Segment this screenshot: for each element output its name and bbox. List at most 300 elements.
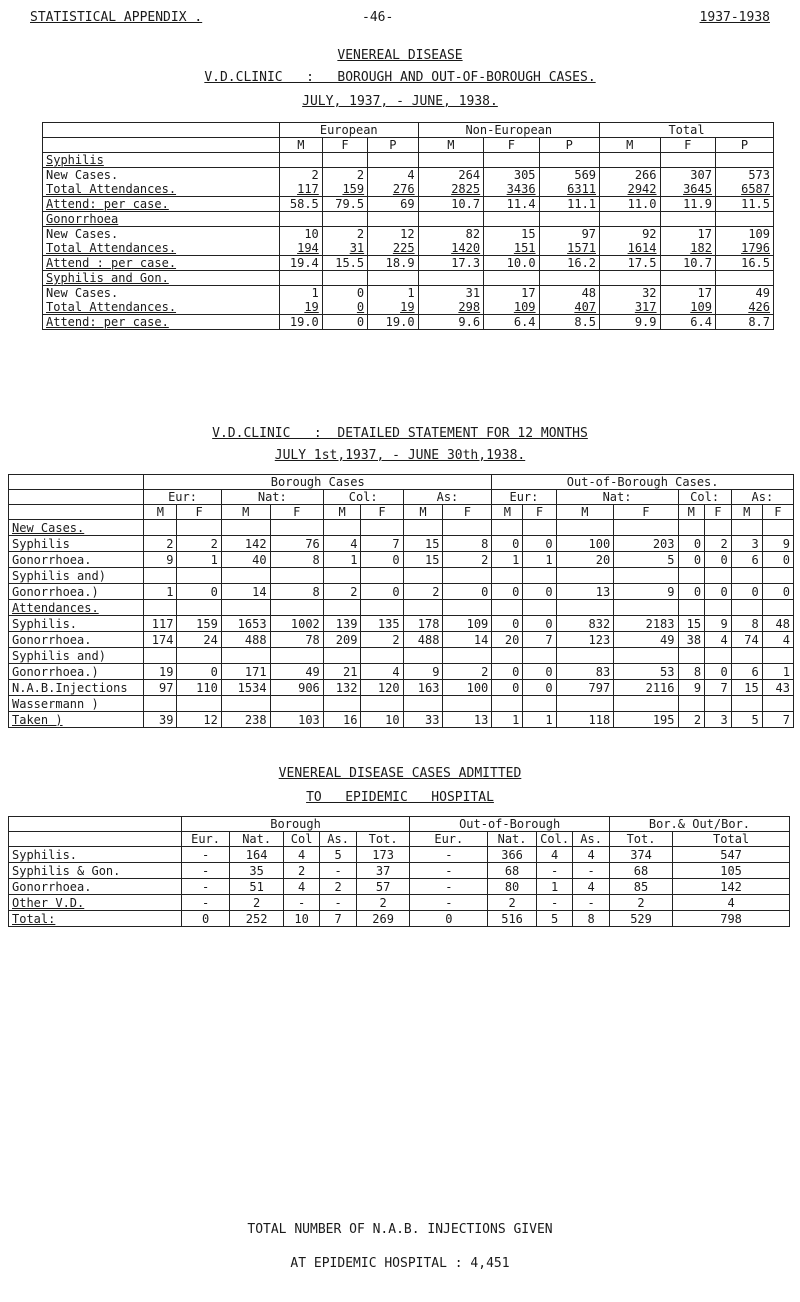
t2-row-label: Gonorrhoea.)	[9, 664, 144, 680]
epidemic-hospital-table	[8, 816, 790, 927]
header-left: STATISTICAL APPENDIX .	[30, 10, 203, 25]
t1-value: 12	[400, 227, 415, 241]
t2-cell: 1	[323, 552, 361, 568]
t2-cell: 1653	[221, 616, 270, 632]
t1-cell	[368, 168, 418, 197]
t1-cell	[715, 197, 773, 212]
t1-value: 11.1	[567, 197, 597, 211]
t2-cell	[144, 648, 177, 664]
t2-cell: 2	[177, 536, 221, 552]
t1-cell	[418, 256, 484, 271]
t1-row	[43, 153, 774, 168]
t2-cell: 142	[221, 536, 270, 552]
t1-value: 1614	[627, 241, 657, 255]
t3-cell: 51	[230, 879, 284, 895]
t3-sub-header: Total	[673, 832, 790, 847]
t2-cell: 33	[403, 712, 443, 728]
t1-cell	[539, 197, 599, 212]
t1-cell	[484, 315, 539, 330]
t2-cell: 5	[731, 712, 762, 728]
t1-value: 17	[521, 286, 536, 300]
t2-cell: 21	[323, 664, 361, 680]
borough-cases-table	[42, 122, 774, 330]
t1-value: 58.5	[289, 197, 319, 211]
t1-cell	[418, 197, 484, 212]
footer-line2: AT EPIDEMIC HOSPITAL : 4,451	[290, 1256, 510, 1271]
t2-m-header: M	[731, 505, 762, 520]
t1-row-label	[43, 227, 280, 256]
t1-value: 48	[581, 286, 597, 300]
t1-cell	[279, 256, 322, 271]
t2-cell: 0	[762, 552, 793, 568]
t2-row-label: N.A.B.Injections	[9, 680, 144, 696]
t3-cell: -	[181, 879, 230, 895]
t1-value: 18.9	[385, 256, 415, 270]
t2-cell	[731, 600, 762, 616]
t3-cell: 4	[283, 879, 319, 895]
t2-cell	[144, 696, 177, 712]
t2-cell	[705, 648, 732, 664]
t1-value: 0	[356, 300, 365, 314]
t2-cell: 120	[361, 680, 403, 696]
t2-row	[9, 584, 794, 600]
t1-cell	[322, 256, 367, 271]
t2-cell	[762, 696, 793, 712]
t3-cell: -	[181, 863, 230, 879]
t3-group-header: Out-of-Borough	[410, 817, 610, 832]
t2-cell: 15	[403, 552, 443, 568]
t2-cell	[556, 568, 614, 584]
t2-cell: 14	[221, 584, 270, 600]
t3-cell: 4	[673, 895, 790, 911]
t2-cell: 3	[731, 536, 762, 552]
t2-cell: 7	[762, 712, 793, 728]
t2-cell: 48	[762, 616, 793, 632]
t3-cell: -	[181, 895, 230, 911]
t2-cell	[270, 568, 323, 584]
t3-sub-header: Tot.	[609, 832, 672, 847]
t2-cell	[177, 600, 221, 616]
t2-cell: 2183	[614, 616, 678, 632]
t1-sub-header: F	[660, 138, 715, 153]
t2-cell: 8	[731, 616, 762, 632]
t1-value: 6311	[567, 182, 597, 196]
t2-cell: 15	[731, 680, 762, 696]
t2-cell: 7	[361, 536, 403, 552]
t3-title2: TO EPIDEMIC HOSPITAL	[306, 790, 494, 805]
t1-cell	[715, 168, 773, 197]
t1-value	[371, 153, 414, 167]
t1-value: 49	[755, 286, 770, 300]
t1-value: 2	[311, 168, 319, 182]
t2-cell: 0	[523, 536, 556, 552]
t1-value	[371, 212, 414, 226]
t1-value: 264	[458, 168, 481, 182]
t1-value: 109	[690, 300, 712, 314]
t1-sub-header: P	[368, 138, 418, 153]
t2-cell	[443, 568, 492, 584]
t1-value: 1420	[451, 241, 481, 255]
t2-cell: 9	[678, 680, 705, 696]
t2-cell: 906	[270, 680, 323, 696]
footer-line1: TOTAL NUMBER OF N.A.B. INJECTIONS GIVEN	[247, 1222, 553, 1237]
t2-cell: 0	[177, 664, 221, 680]
t2-sub-header: Eur:	[144, 490, 222, 505]
t1-label-line: New Cases.	[46, 286, 119, 300]
t2-cell: 163	[403, 680, 443, 696]
t1-value: 10	[304, 227, 319, 241]
t2-cell: 0	[492, 584, 523, 600]
t1-value: 305	[513, 168, 536, 182]
t1-sub-header: P	[539, 138, 599, 153]
t2-cell	[323, 648, 361, 664]
t2-cell	[731, 648, 762, 664]
t2-cell: 0	[523, 664, 556, 680]
t1-value: 6.4	[513, 315, 536, 329]
t2-cell	[443, 600, 492, 616]
t1-cell	[484, 197, 539, 212]
t3-cell: -	[536, 863, 572, 879]
t2-cell: 13	[443, 712, 492, 728]
t2-m-header: M	[678, 505, 705, 520]
t3-cell: -	[181, 847, 230, 863]
t2-cell: 4	[323, 536, 361, 552]
t3-cell: 4	[283, 847, 319, 863]
t1-cell	[660, 286, 715, 315]
t2-sub-header: As:	[731, 490, 793, 505]
t2-cell: 1534	[221, 680, 270, 696]
t2-cell	[705, 568, 732, 584]
t2-cell: 7	[705, 680, 732, 696]
t1-row-label	[43, 168, 280, 197]
t2-cell: 20	[492, 632, 523, 648]
t2-cell	[614, 568, 678, 584]
t2-row-label: Gonorrhoea.)	[9, 584, 144, 600]
t2-row	[9, 600, 794, 616]
t1-cell	[279, 212, 322, 227]
header-year: 1937-1938	[699, 10, 770, 25]
t1-value: 9.6	[458, 315, 481, 329]
t2-m-header: M	[556, 505, 614, 520]
t1-cell	[418, 212, 484, 227]
t2-m-header: M	[492, 505, 523, 520]
t1-row-label	[43, 271, 280, 286]
t1-value: 31	[465, 286, 481, 300]
t3-row-label: Syphilis.	[9, 847, 182, 863]
t3-row	[9, 911, 790, 927]
t1-value: 9.9	[634, 315, 657, 329]
t1-cell	[322, 153, 367, 168]
t3-sub-header: Eur.	[410, 832, 488, 847]
t1-cell	[715, 286, 773, 315]
t1-cell	[279, 271, 322, 286]
t1-cell	[660, 168, 715, 197]
t3-cell: -	[320, 895, 356, 911]
t2-row	[9, 552, 794, 568]
t2-sub-header: Col:	[678, 490, 731, 505]
t1-value: 15	[521, 227, 536, 241]
t3-sub-header: Col.	[536, 832, 572, 847]
page-number: -46-	[362, 10, 394, 25]
t1-cell	[484, 168, 539, 197]
t1-cell	[368, 286, 418, 315]
t1-value: 298	[458, 300, 481, 314]
t2-cell: 74	[731, 632, 762, 648]
t2-cell: 195	[614, 712, 678, 728]
t1-cell	[418, 315, 484, 330]
t1-value: 1571	[567, 241, 597, 255]
t2-cell: 6	[731, 664, 762, 680]
t1-corner	[43, 123, 280, 138]
t2-f-header: F	[270, 505, 323, 520]
t1-value	[487, 153, 535, 167]
t2-f-header: F	[523, 505, 556, 520]
t1-cell	[484, 212, 539, 227]
t2-m-header: M	[144, 505, 177, 520]
t2-row	[9, 680, 794, 696]
t2-cell: 0	[523, 616, 556, 632]
t1-cell	[715, 153, 773, 168]
t1-value: 2825	[451, 182, 481, 196]
t1-cell	[484, 227, 539, 256]
t3-cell: 374	[609, 847, 672, 863]
t2-cell: 174	[144, 632, 177, 648]
t2-cell: 0	[705, 584, 732, 600]
t2-cell: 10	[361, 712, 403, 728]
t1-value: 79.5	[335, 197, 365, 211]
t1-value	[664, 271, 712, 285]
t3-title1: VENEREAL DISEASE CASES ADMITTED	[278, 766, 522, 781]
t2-row	[9, 648, 794, 664]
t2-cell: 4	[762, 632, 793, 648]
t2-cell: 3	[705, 712, 732, 728]
t1-label-line: New Cases.	[46, 227, 119, 241]
t1-row	[43, 227, 774, 256]
t2-cell	[523, 648, 556, 664]
t2-row	[9, 616, 794, 632]
t2-cell: 8	[270, 552, 323, 568]
t2-cell	[614, 520, 678, 536]
t2-cell	[523, 520, 556, 536]
t1-cell	[279, 197, 322, 212]
t2-cell	[361, 568, 403, 584]
t1-value	[326, 271, 364, 285]
t1-group-header: European	[279, 123, 418, 138]
t2-cell: 0	[705, 552, 732, 568]
t3-cell: 366	[488, 847, 537, 863]
t1-value: 0	[356, 286, 365, 300]
t3-cell: -	[573, 863, 610, 879]
t2-cell	[614, 696, 678, 712]
t1-cell	[322, 315, 367, 330]
t3-cell: 35	[230, 863, 284, 879]
t1-cell	[715, 256, 773, 271]
t2-sub-header: Eur:	[492, 490, 556, 505]
t1-value	[664, 153, 712, 167]
t1-row	[43, 168, 774, 197]
t1-cell	[418, 286, 484, 315]
t1-value: 10.7	[451, 197, 481, 211]
t3-cell: 7	[320, 911, 356, 927]
t2-cell	[361, 696, 403, 712]
t2-cell	[523, 568, 556, 584]
t2-cell: 2	[361, 632, 403, 648]
t2-m-header: M	[221, 505, 270, 520]
t1-cell	[660, 227, 715, 256]
t1-value	[603, 212, 656, 226]
t1-row	[43, 286, 774, 315]
t1-value	[283, 271, 319, 285]
t2-cell	[614, 600, 678, 616]
t2-cell	[731, 568, 762, 584]
t1-value: 17	[697, 227, 712, 241]
t2-cell: 15	[403, 536, 443, 552]
t1-cell	[600, 315, 660, 330]
t2-row	[9, 664, 794, 680]
t1-value: 11.5	[741, 197, 770, 211]
t3-cell: 516	[488, 911, 537, 927]
t3-cell: 164	[230, 847, 284, 863]
t3-cell: -	[410, 863, 488, 879]
t1-cell	[418, 227, 484, 256]
t1-cell	[660, 212, 715, 227]
t1-cell	[715, 227, 773, 256]
t1-cell	[600, 227, 660, 256]
t1-value: 2942	[627, 182, 657, 196]
t2-cell: 171	[221, 664, 270, 680]
t3-cell: 105	[673, 863, 790, 879]
t1-cell	[368, 212, 418, 227]
t1-row-label	[43, 315, 280, 330]
t1-cell	[715, 212, 773, 227]
t1-value	[719, 271, 770, 285]
t2-cell	[270, 648, 323, 664]
t2-cell: 0	[177, 584, 221, 600]
t2-cell: 2	[443, 552, 492, 568]
t1-value: 19.4	[289, 256, 319, 270]
t2-f-header: F	[762, 505, 793, 520]
t3-corner	[9, 817, 182, 832]
t2-cell: 1	[762, 664, 793, 680]
t1-row-label	[43, 153, 280, 168]
t2-row-label: Syphilis and)	[9, 568, 144, 584]
t2-cell	[523, 600, 556, 616]
t2-cell: 43	[762, 680, 793, 696]
t3-sub-header: Col	[283, 832, 319, 847]
t1-value: 159	[342, 182, 365, 196]
t1-value	[283, 212, 319, 226]
t2-cell: 103	[270, 712, 323, 728]
t1-cell	[660, 153, 715, 168]
t3-cell: 4	[573, 847, 610, 863]
t2-cell: 49	[270, 664, 323, 680]
t3-cell: 0	[181, 911, 230, 927]
t2-sub-header: Nat:	[221, 490, 323, 505]
t1-value: 10.0	[506, 256, 536, 270]
t1-cell	[279, 168, 322, 197]
t3-sub-header: Nat.	[230, 832, 284, 847]
t2-cell	[762, 648, 793, 664]
t1-value: 109	[513, 300, 536, 314]
t1-sub-header: M	[418, 138, 484, 153]
t1-cell	[539, 271, 599, 286]
t2-cell	[403, 520, 443, 536]
t2-cell: 8	[678, 664, 705, 680]
t1-value: 109	[748, 227, 770, 241]
t3-cell: -	[410, 847, 488, 863]
t1-value: 3645	[683, 182, 712, 196]
t2-row	[9, 712, 794, 728]
t3-cell: 37	[356, 863, 410, 879]
t1-label-line: Gonorrhoea	[46, 212, 119, 226]
t3-cell: 269	[356, 911, 410, 927]
t3-row	[9, 895, 790, 911]
t2-row-label: Wassermann )	[9, 696, 144, 712]
t3-cell: 2	[230, 895, 284, 911]
t3-group-header: Bor.& Out/Bor.	[609, 817, 789, 832]
t1-cell	[484, 271, 539, 286]
t3-corner-sub	[9, 832, 182, 847]
t2-cell: 0	[523, 584, 556, 600]
t2-cell: 7	[523, 632, 556, 648]
t2-cell	[731, 696, 762, 712]
t2-cell	[556, 600, 614, 616]
t2-cell	[678, 568, 705, 584]
t2-cell: 109	[443, 616, 492, 632]
t1-value: 19.0	[385, 315, 415, 329]
t3-cell: -	[320, 863, 356, 879]
t1-cell	[539, 227, 599, 256]
t2-cell	[492, 520, 523, 536]
t1-cell	[418, 153, 484, 168]
t2-cell	[144, 568, 177, 584]
t3-cell: 1	[536, 879, 572, 895]
t2-cell: 9	[705, 616, 732, 632]
t1-value: 2	[356, 168, 365, 182]
t3-cell: 5	[320, 847, 356, 863]
t2-cell: 0	[443, 584, 492, 600]
t2-m-header: M	[323, 505, 361, 520]
t1-cell	[539, 168, 599, 197]
t2-cell	[177, 696, 221, 712]
t3-cell: 68	[488, 863, 537, 879]
t2-cell: 0	[678, 552, 705, 568]
t2-cell	[403, 600, 443, 616]
t1-value	[422, 271, 481, 285]
t2-cell: 0	[492, 536, 523, 552]
t2-sub-header: Nat:	[556, 490, 678, 505]
t2-cell: 0	[678, 536, 705, 552]
t1-value: 8.7	[748, 315, 770, 329]
t2-cell	[323, 568, 361, 584]
t3-row	[9, 879, 790, 895]
t2-cell	[361, 648, 403, 664]
t2-cell	[705, 696, 732, 712]
t1-cell	[418, 168, 484, 197]
t2-corner-mf	[9, 505, 144, 520]
t1-value: 69	[400, 197, 415, 211]
t1-sub-header: M	[600, 138, 660, 153]
t1-cell	[660, 271, 715, 286]
t2-row	[9, 520, 794, 536]
t1-value	[371, 271, 414, 285]
t1-group-header: Total	[600, 123, 774, 138]
t2-cell: 2	[323, 584, 361, 600]
t1-value: 19	[400, 300, 415, 314]
t2-cell: 100	[556, 536, 614, 552]
t3-sub-header: As.	[320, 832, 356, 847]
t1-value: 11.4	[506, 197, 536, 211]
